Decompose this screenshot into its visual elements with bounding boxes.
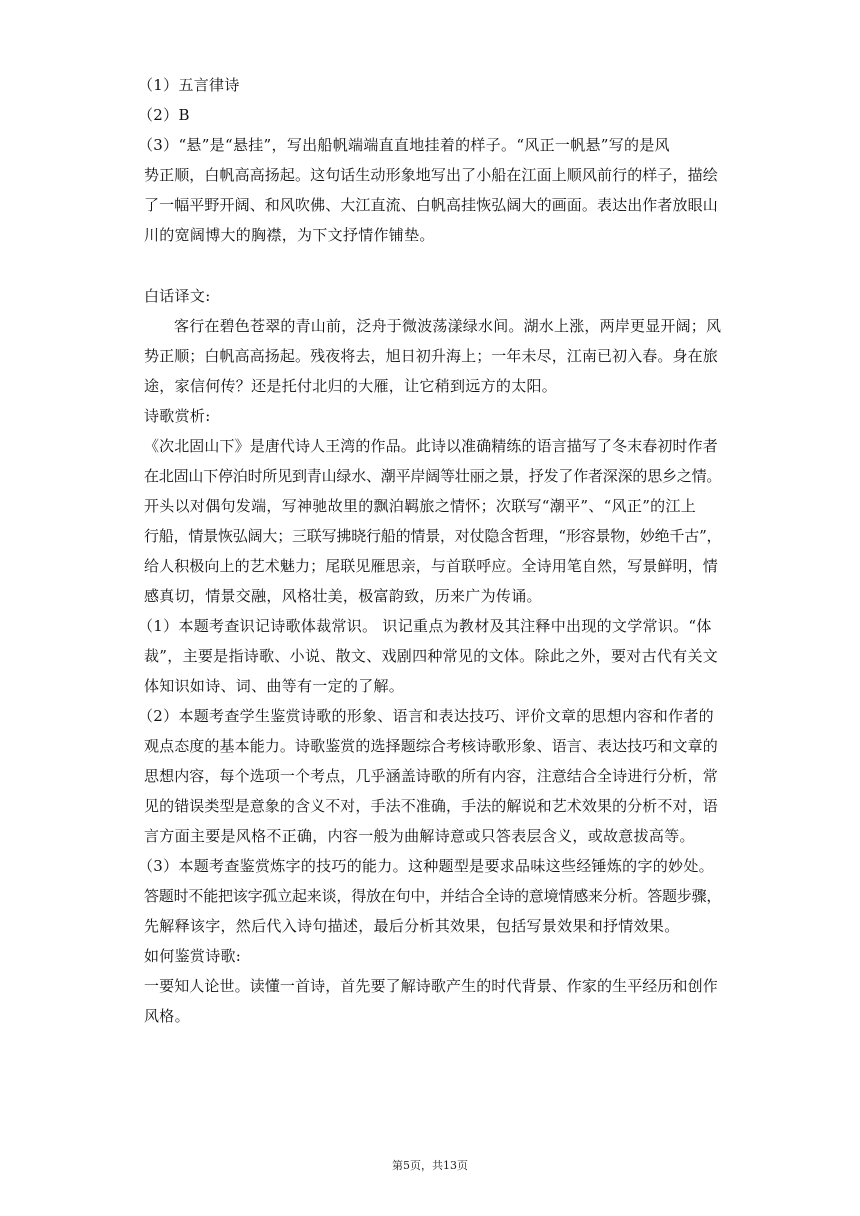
explanation-line: 裁”，主要是指诗歌、小说、散文、戏剧四种常见的文体。除此之外，要对古代有关文	[144, 647, 719, 665]
page-content	[138, 70, 722, 1031]
answer-3-line: 了一幅平野开阔、和风吹佛、大江直流、白帆高挂恢弘阔大的画面。表达出作者放眼山	[144, 196, 718, 214]
translation-line: 途，家信何传？还是托付北归的大雁，让它稍到远方的太阳。	[144, 377, 558, 395]
answer-1: （1）五言律诗	[138, 76, 240, 94]
explanation-line: 体知识如诗、词、曲等有一定的了解。	[144, 677, 405, 695]
explanation-line: 言方面主要是风格不正确，内容一般为曲解诗意或只答表层含义，或故意拔高等。	[144, 827, 695, 845]
appreciation-line: 在北固山下停泊时所见到青山绿水、潮平岸阔等壮丽之景，抒发了作者深深的思乡之情。	[144, 467, 722, 485]
answer-3-line: 势正顺，白帆高高扬起。这句话生动形象地写出了小船在江面上顺风前行的样子，描绘	[144, 166, 718, 184]
explanation-line: 见的错误类型是意象的含义不对，手法不准确，手法的解说和艺术效果的分析不对，语	[144, 797, 718, 815]
page-number-footer: 第5页，共13页	[392, 1159, 468, 1172]
explanation-line: 观点态度的基本能力。诗歌鉴赏的选择题综合考核诗歌形象、语言、表达技巧和文章的	[144, 737, 718, 755]
explanation-line: （1）本题考查识记诗歌体裁常识。 识记重点为教材及其注释中出现的文学常识。“体	[138, 617, 712, 635]
appreciation-line: 行船，情景恢弘阔大；三联写拂晓行船的情景，对仗隐含哲理，“形容景物，妙绝千古”，	[144, 527, 722, 545]
explanation-line: 答题时不能把该字孤立起来谈，得放在句中，并结合全诗的意境情感来分析。答题步骤，	[144, 887, 722, 905]
howto-paragraph	[144, 971, 720, 1031]
howto-line: 风格。	[144, 1007, 190, 1025]
answer-3-line: （3）“悬”是“悬挂”，写出船帆端端直直地挂着的样子。“风正一帆悬”写的是风	[138, 136, 670, 154]
appreciation-paragraph	[144, 431, 720, 611]
translation-line: 客行在碧色苍翠的青山前，泛舟于微波荡漾绿水间。湖水上涨，两岸更显开阔；风	[174, 317, 722, 335]
translation-paragraph	[144, 311, 720, 401]
answer-2: （2）B	[138, 106, 190, 124]
appreciation-line: 感真切，情景交融，风格壮美，极富韵致，历来广为传诵。	[144, 587, 542, 605]
explanation-line: （2）本题考查学生鉴赏诗歌的形象、语言和表达技巧、评价文章的思想内容和作者的	[138, 707, 714, 725]
explanation-2	[138, 701, 720, 851]
explanation-3	[138, 851, 722, 941]
translation-heading: 白话译文:	[144, 287, 211, 305]
howto-heading: 如何鉴赏诗歌:	[144, 947, 242, 965]
howto-line: 一要知人论世。读懂一首诗，首先要了解诗歌产生的时代背景、作家的生平经历和创作	[144, 977, 718, 995]
explanation-1	[138, 611, 720, 701]
section-gap	[144, 250, 720, 281]
appreciation-heading: 诗歌赏析:	[144, 407, 211, 425]
appreciation-line: 开头以对偶句发端，写神驰故里的飘泊羁旅之情怀；次联写“潮平”、“风正”的江上	[144, 497, 697, 515]
appreciation-line: 给人积极向上的艺术魅力；尾联见雁思亲，与首联呼应。全诗用笔自然，写景鲜明，情	[144, 557, 718, 575]
explanation-line: 先解释该字，然后代入诗句描述，最后分析其效果，包括写景效果和抒情效果。	[144, 917, 680, 935]
appreciation-line: 《次北固山下》是唐代诗人王湾的作品。此诗以准确精练的语言描写了冬末春初时作者	[144, 437, 718, 455]
explanation-line: 思想内容，每个选项一个考点，几乎涵盖诗歌的所有内容，注意结合全诗进行分析，常	[144, 767, 718, 785]
explanation-line: （3）本题考查鉴赏炼字的技巧的能力。这种题型是要求品味这些经锤炼的字的妙处。	[138, 857, 714, 875]
answer-3	[138, 130, 720, 250]
translation-line: 势正顺；白帆高高扬起。残夜将去，旭日初升海上；一年未尽，江南已初入春。身在旅	[144, 347, 718, 365]
answer-3-line: 川的宽阔博大的胸襟，为下文抒情作铺垫。	[144, 226, 435, 244]
